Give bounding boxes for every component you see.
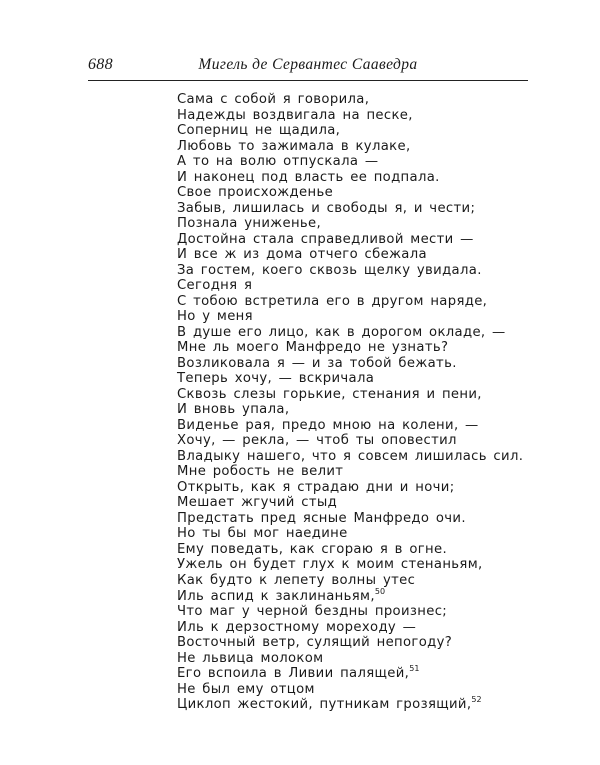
poem-line [177, 387, 497, 403]
poem-line [177, 201, 497, 217]
poem-line-text: Предстать пред ясные Манфредо очи. [177, 510, 466, 526]
poem-line [177, 480, 497, 496]
poem-line [177, 464, 497, 480]
poem-line [177, 170, 497, 186]
running-title: Мигель де Сервантес Сааведра [198, 56, 418, 73]
poem-line [177, 123, 497, 139]
poem-line [177, 278, 497, 294]
poem-line [177, 635, 497, 651]
poem-line [177, 586, 497, 605]
poem-line [177, 573, 497, 589]
poem-line-text: Ему поведать, как сгораю я в огне. [177, 541, 447, 557]
poem-line [177, 620, 497, 636]
poem-line-text: Владыку нашего, что я совсем лишилась сил. [177, 448, 524, 464]
page-header [88, 50, 528, 81]
poem-line [177, 604, 497, 620]
poem-line-text: Свое происхожденье [177, 185, 334, 201]
poem-line [177, 433, 497, 449]
poem-line-text: Что маг у черной бездны произнес; [177, 604, 448, 620]
poem-line-text: Восточный ветр, сулящий непогоду? [177, 635, 453, 651]
footnote-marker[interactable]: 51 [409, 664, 420, 674]
poem-line [177, 682, 497, 698]
poem-line [177, 418, 497, 434]
poem-line-text: Мне ль моего Манфредо не узнать? [177, 340, 449, 356]
poem-line-text: И вновь упала, [177, 402, 290, 418]
poem-line-text: Мне робость не велит [177, 464, 344, 480]
poem-line-text: В душе его лицо, как в дорогом окладе, — [177, 324, 506, 340]
poem-line [177, 371, 497, 387]
footnote-marker[interactable]: 50 [374, 586, 386, 596]
poem-line-text: Надежды воздвигала на песке, [177, 107, 413, 123]
poem-line-text: Мешает жгучий стыд [177, 495, 338, 511]
poem-line-text: Но ты бы мог наедине [177, 526, 348, 542]
poem-line [177, 324, 506, 341]
poem-line [177, 309, 497, 325]
poem-line [177, 92, 497, 108]
poem-line [177, 697, 497, 713]
poem-line-text: Сама с собой я говорила, [177, 92, 370, 107]
poem-line [177, 139, 497, 155]
poem-line [177, 402, 497, 418]
poem-line [177, 666, 497, 682]
poem-line-text: Как будто к лепету волны утес [177, 572, 416, 588]
poem-line-text: Не был ему отцом [177, 681, 315, 697]
poem-line-text: Соперниц не щадила, [177, 123, 341, 139]
poem-line [177, 526, 497, 542]
poem-line [177, 247, 497, 263]
poem-line-text: С тобою встретила его в другом наряде, [177, 293, 488, 309]
poem-line [177, 108, 497, 124]
poem-line-text: Возликовала я — и за тобой бежать. [177, 355, 457, 371]
poem-line [177, 651, 497, 667]
poem-line-text: Теперь хочу, — вскричала [177, 371, 375, 387]
poem-line-text: Хочу, — рекла, — чтоб ты оповестил [177, 433, 457, 449]
poem-line-text: Любовь то зажимала в кулаке, [177, 138, 411, 154]
poem-line [177, 185, 497, 201]
footnote-marker[interactable]: 52 [471, 695, 482, 705]
poem-line-text: Открыть, как я страдаю дни и ночи; [177, 479, 455, 495]
poem-line-text: Но у меня [177, 309, 253, 325]
poem-line-text: И наконец под власть ее подпала. [177, 169, 440, 185]
poem-line [177, 557, 497, 573]
poem-line-text: Его вспоила в Ливии палящей, [177, 666, 410, 682]
poem-line-text: Сегодня я [177, 278, 253, 294]
poem-line [177, 356, 497, 372]
poem-line [177, 448, 524, 465]
poem-line [177, 263, 497, 279]
poem-line [177, 216, 497, 232]
poem-line [177, 294, 497, 310]
poem-line-text: Сквозь слезы горькие, стенания и пени, [177, 386, 482, 402]
poem-line-text: Иль к дерзостному мореходу — [177, 619, 417, 635]
poem-line [177, 232, 497, 248]
poem-line [177, 511, 497, 527]
page-number: 688 [88, 56, 113, 73]
poem-text [177, 92, 524, 713]
poem-line-text: Циклоп жестокий, путникам грозящий, [177, 697, 472, 713]
poem-line [177, 340, 497, 356]
poem-line-text: Познала униженье, [177, 216, 322, 232]
poem-line-text: Виденье рая, предо мною на колени, — [177, 417, 479, 433]
poem-line-text: И все ж из дома отчего сбежала [177, 247, 427, 263]
poem-line-text: Иль аспид к заклинаньям, [177, 588, 375, 604]
poem-line-text: Достойна стала справедливой мести — [177, 231, 474, 247]
poem-line-text: Не львица молоком [177, 650, 324, 666]
poem-line-text: За гостем, коего сквозь щелку увидала. [177, 262, 482, 278]
poem-line-text: А то на волю отпускала — [177, 154, 379, 170]
poem-line [177, 542, 497, 558]
poem-line [177, 495, 497, 511]
poem-line-text: Забыв, лишилась и свободы я, и чести; [177, 200, 476, 216]
poem-line [177, 154, 497, 170]
poem-line-text: Ужель он будет глух к моим стенаньям, [177, 557, 483, 573]
